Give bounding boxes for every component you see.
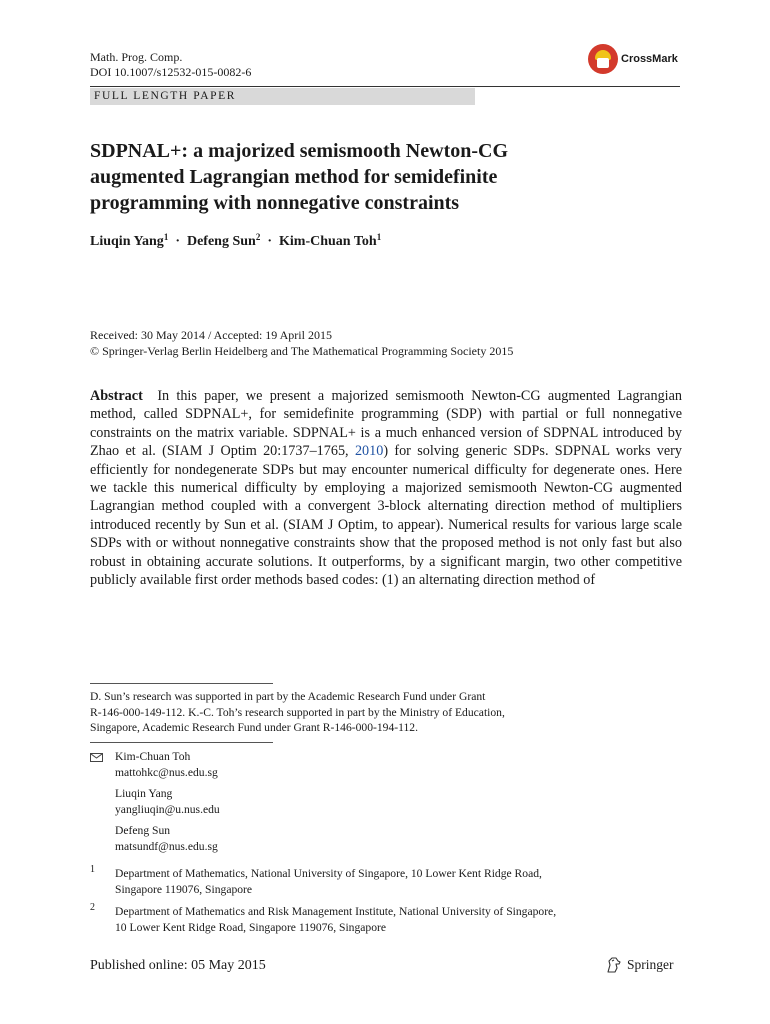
title-line: programming with nonnegative constraints: [90, 192, 460, 214]
footnote-line: Singapore, Academic Research Fund under Grant R-146-000-194-112.: [90, 721, 418, 734]
affiliation-line: 10 Lower Kent Ridge Road, Singapore 119076, Singapore: [115, 920, 387, 934]
title-line: augmented Lagrangian method for semidefinite: [90, 166, 498, 188]
author-name: Liuqin Yang: [90, 234, 164, 249]
affiliation-number: 2: [90, 902, 95, 913]
author-affil-sup: 2: [255, 232, 261, 242]
paper-title: [90, 138, 690, 216]
envelope-icon: [90, 753, 103, 762]
author-list: [90, 232, 381, 250]
abstract-heading: Abstract: [90, 388, 143, 404]
doi[interactable]: DOI 10.1007/s12532-015-0082-6: [90, 65, 252, 79]
author-affil-sup: 1: [163, 232, 169, 242]
publisher-name: Springer: [627, 957, 674, 972]
correspondence-rule: [90, 742, 273, 743]
author-separator: ·: [267, 234, 273, 249]
footnote-line: R-146-000-149-112. K.-C. Toh’s research supported in part by the Ministry of Education,: [90, 705, 505, 719]
title-line: SDPNAL+: a majorized semismooth Newton-CG: [90, 140, 509, 162]
received-accepted: Received: 30 May 2014 / Accepted: 19 April 2015: [90, 328, 332, 342]
contact-name: Kim-Chuan Toh: [115, 750, 191, 763]
journal-header: [90, 50, 251, 80]
affiliation: [115, 904, 556, 935]
contact-entry: [115, 749, 218, 780]
abstract: [90, 387, 682, 589]
affiliation: [115, 866, 542, 897]
copyright-line: © Springer-Verlag Berlin Heidelberg and The Mathematical Programming Society 2015: [90, 344, 514, 358]
author-name: Defeng Sun: [186, 234, 256, 249]
author-separator: ·: [175, 234, 180, 249]
journal-name: Math. Prog. Comp.: [90, 50, 183, 64]
author-name: Kim-Chuan Toh: [279, 234, 377, 249]
contact-email[interactable]: mattohkc@nus.edu.sg: [115, 765, 218, 779]
affiliation-line: Department of Mathematics, National University of Singapore, 10 Lower Kent Ridge Road,: [115, 867, 542, 880]
footnote-line: D. Sun’s research was supported in part by the Academic Research Fund under Grant: [90, 690, 486, 703]
published-online: Published online: 05 May 2015: [90, 958, 266, 973]
crossmark-label: CrossMark: [621, 53, 678, 65]
abstract-text: In this paper, we present a majorized semismooth Newton-CG augmented Lagrangian method, called SDPNAL+, for semidefinite programming (SDP) with partial or full nonnegative constraints on the matrix variable. SDPNAL+ is a much enhanced version of SDPNAL introduced by Zhao et al. (SIAM J Optim 20:1737–1765,: [90, 388, 682, 460]
funding-footnote: [90, 689, 590, 736]
affiliation-number: 1: [90, 864, 95, 875]
contact-entry: [115, 786, 220, 817]
contact-entry: [115, 823, 218, 854]
header-rule: [90, 86, 680, 87]
publication-dates: [90, 327, 513, 359]
contact-name: Liuqin Yang: [115, 787, 173, 800]
citation-link[interactable]: 2010: [354, 443, 384, 460]
crossmark-icon: [588, 44, 618, 74]
author-affil-sup: 1: [376, 232, 382, 242]
crossmark-badge[interactable]: [588, 42, 678, 76]
contact-email[interactable]: matsundf@nus.edu.sg: [115, 839, 218, 853]
section-bar: [90, 88, 475, 105]
springer-horse-icon: [605, 956, 623, 974]
affiliation-line: Department of Mathematics and Risk Management Institute, National University of Singapore,: [115, 905, 557, 918]
springer-logo: [605, 956, 674, 974]
footnote-rule: [90, 683, 273, 684]
contact-name: Defeng Sun: [115, 824, 171, 837]
contact-email[interactable]: yangliuqin@u.nus.edu: [115, 802, 220, 816]
abstract-text: ) for solving generic SDPs. SDPNAL works very efficiently for nondegenerate SDPs but may encounter numerical difficulty for degenerate ones. Here we tackle this numerical difficulty by employing a majorized semismooth Newton-CG augmented Lagrangian method coupled with a convergent 3-block alternating direction method of multipliers introduced recently by Sun et al. (SIAM J Optim, to appear). Numerical results for various large scale SDPs with or without nonnegative constraints show that the proposed method is not only fast but also robust in obtaining accurate solutions. It outperforms, by a significant margin, two other competitive publicly available first order methods based codes: (1) an alternating direction method of: [90, 443, 682, 589]
section-label: FULL LENGTH PAPER: [94, 90, 236, 102]
affiliation-line: Singapore 119076, Singapore: [115, 882, 253, 896]
